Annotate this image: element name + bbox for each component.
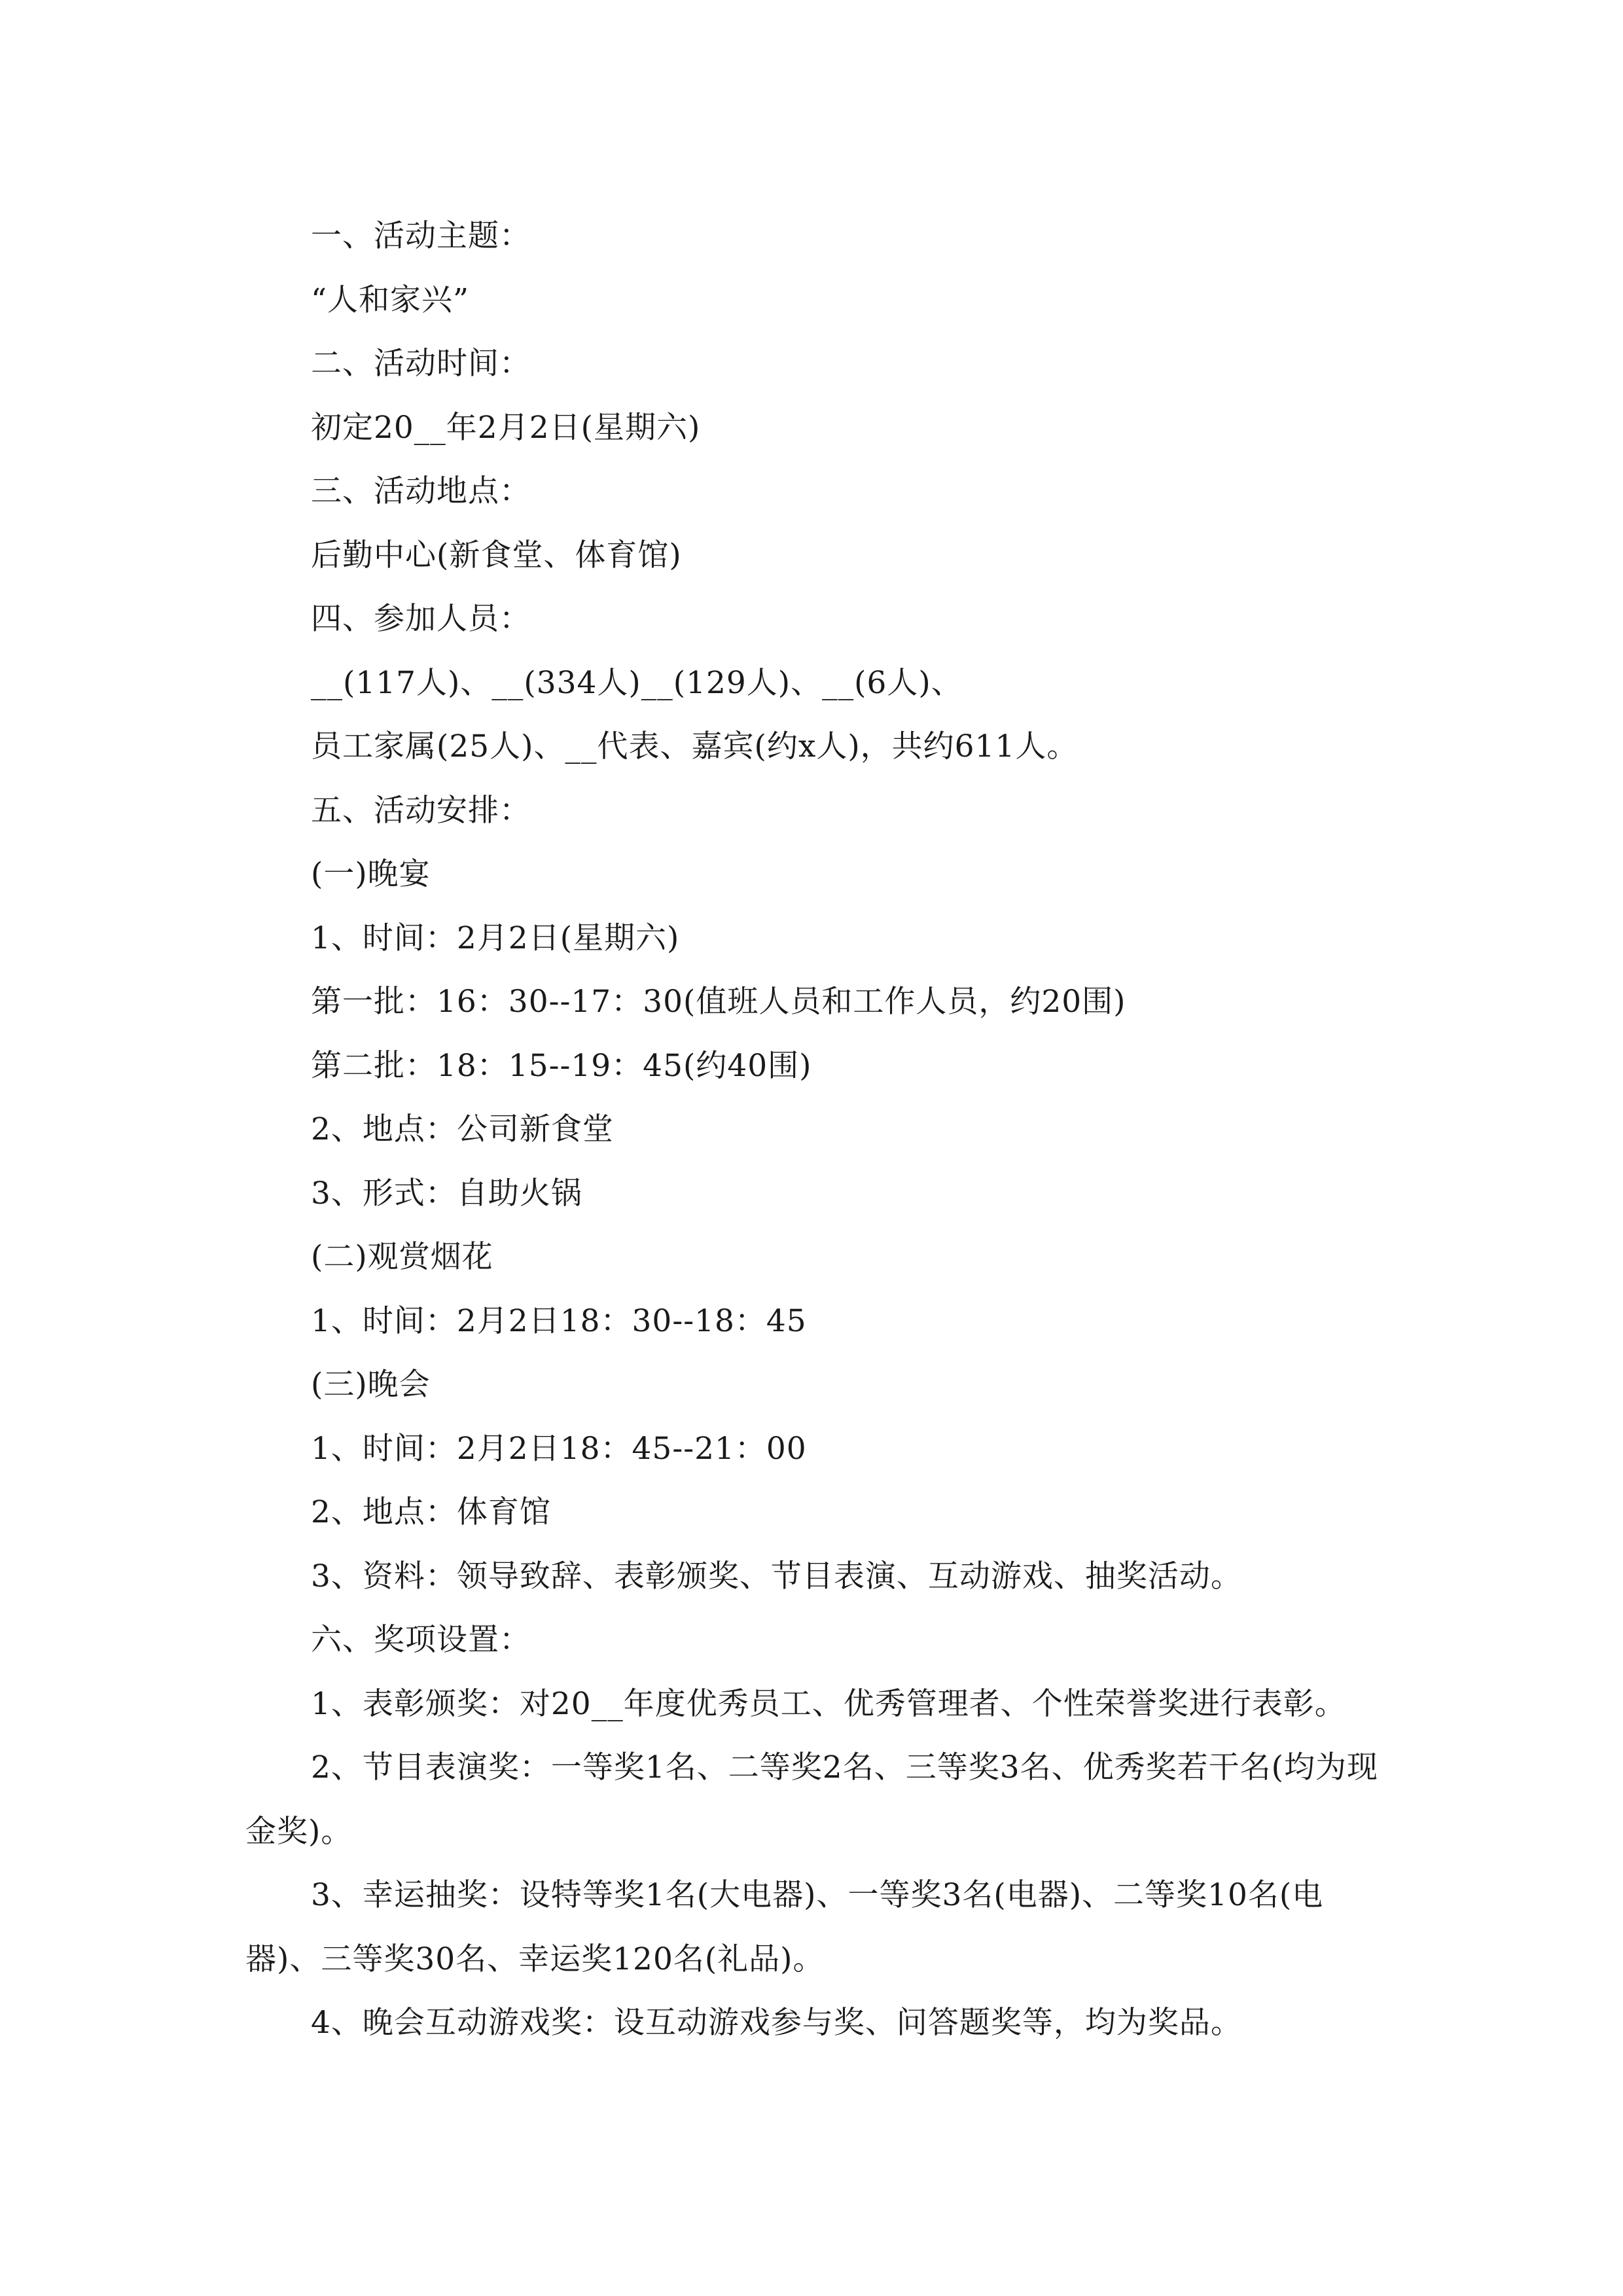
heading-awards: 六、奖项设置： [311,1622,531,1658]
award-performance: 2、节目表演奖：一等奖1名、二等奖2名、三等奖3名、优秀奖若干名(均为现金奖)。 [245,1749,1378,1850]
heading-activity-theme: 一、活动主题： [311,218,531,254]
participants-line-1: __(117人)、__(334人)__(129人)、__(6人)、 [311,664,963,701]
heading-activity-time: 二、活动时间： [311,346,531,382]
dinner-second-batch: 第二批：18：15--19：45(约40围) [311,1047,812,1084]
participants-line-2: 员工家属(25人)、__代表、嘉宾(约x人)，共约611人。 [311,728,1079,764]
award-lucky-draw: 3、幸运抽奖：设特等奖1名(大电器)、一等奖3名(电器)、二等奖10名(电器)、三等奖30名、幸运奖120名(礼品)。 [245,1877,1324,1977]
dinner-first-batch: 第一批：16：30--17：30(值班人员和工作人员，约20围) [311,984,1126,1020]
fireworks-time: 1、时间：2月2日18：30--18：45 [311,1302,807,1339]
gala-location: 2、地点：体育馆 [311,1494,551,1530]
gala-time: 1、时间：2月2日18：45--21：00 [311,1430,807,1467]
activity-time-text: 初定20__年2月2日(星期六) [311,409,701,446]
activity-theme-text: “人和家兴” [311,281,470,318]
dinner-location: 2、地点：公司新食堂 [311,1111,614,1147]
heading-participants: 四、参加人员： [311,601,531,637]
award-commendation: 1、表彰颁奖：对20__年度优秀员工、优秀管理者、个性荣誉奖进行表彰。 [311,1685,1346,1722]
document-body [245,204,1384,2055]
subheading-gala: (三)晚会 [311,1367,431,1403]
award-interactive-games: 4、晚会互动游戏奖：设互动游戏参与奖、问答题奖等，均为奖品。 [311,2005,1242,2041]
dinner-time: 1、时间：2月2日(星期六) [311,920,680,956]
gala-program: 3、资料：领导致辞、表彰颁奖、节目表演、互动游戏、抽奖活动。 [311,1558,1242,1594]
activity-location-text: 后勤中心(新食堂、体育馆) [311,537,682,573]
subheading-dinner: (一)晚宴 [311,856,431,892]
dinner-format: 3、形式：自助火锅 [311,1175,582,1211]
heading-activity-schedule: 五、活动安排： [311,792,531,829]
subheading-fireworks: (二)观赏烟花 [311,1239,493,1275]
heading-activity-location: 三、活动地点： [311,473,531,509]
